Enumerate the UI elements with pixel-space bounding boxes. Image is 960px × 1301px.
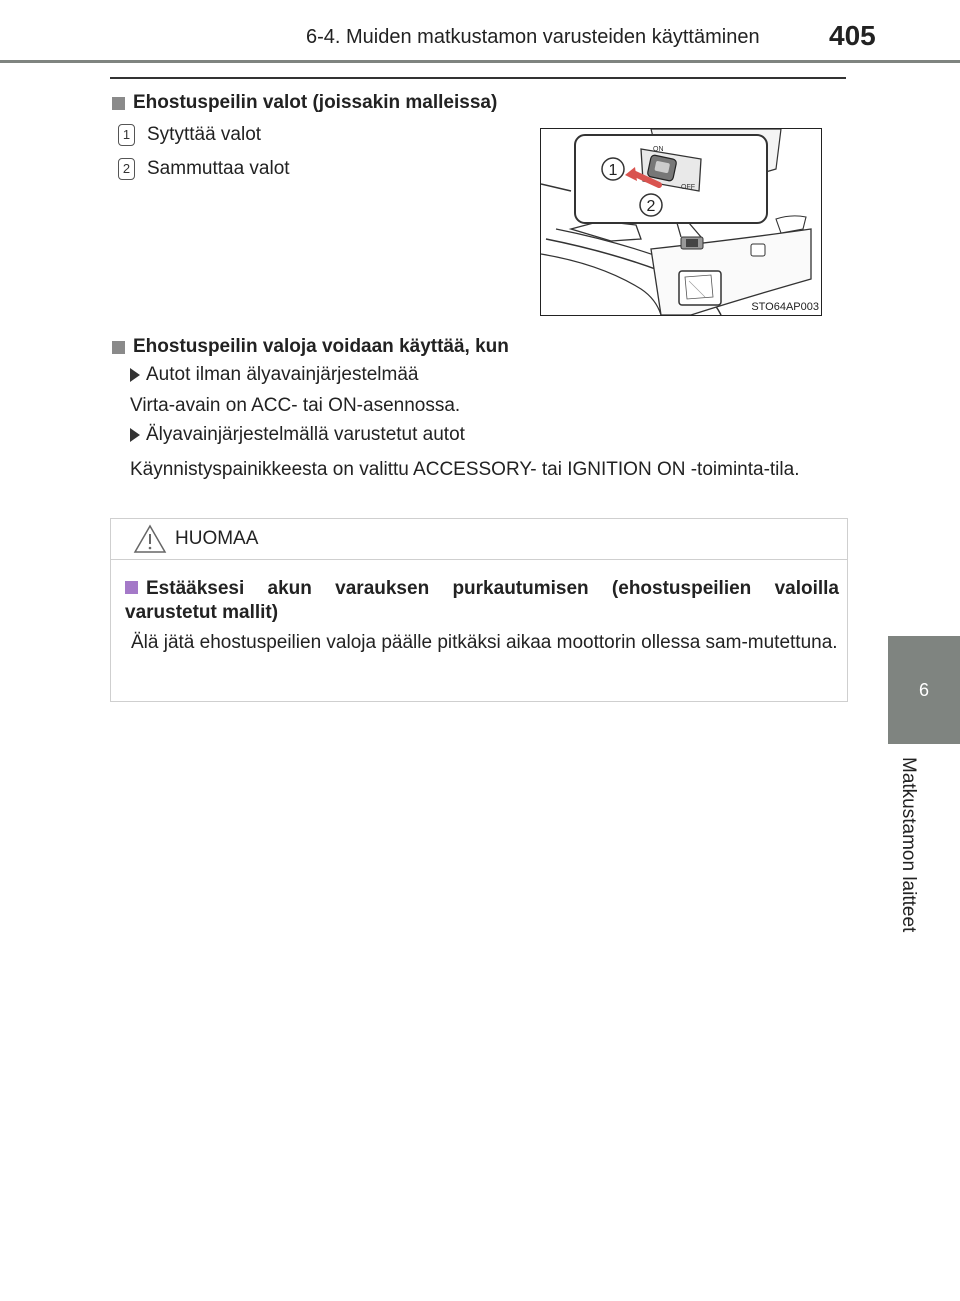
chapter-tab [888, 636, 960, 744]
section-heading-text: Ehostuspeilin valot (joissakin malleissa) [133, 92, 498, 113]
square-bullet-icon [112, 341, 125, 354]
sub-heading-text: Autot ilman älyavainjärjestelmää [146, 364, 419, 385]
section-heading-usage [112, 336, 509, 358]
square-bullet-icon [125, 581, 138, 594]
sub-heading [130, 364, 418, 386]
triangle-bullet-icon [130, 368, 140, 382]
page-number: 405 [829, 20, 876, 51]
list-item-text: Sammuttaa valot [147, 158, 290, 179]
chapter-number: 6 [918, 679, 929, 700]
number-badge: 2 [118, 158, 135, 180]
body-text: Virta-avain on ACC- tai ON-asennossa. [130, 395, 461, 416]
list-item [118, 158, 290, 180]
switch-on-label: ON [653, 146, 664, 153]
notice-header [111, 519, 847, 560]
notice-box [110, 518, 848, 702]
list-item [118, 124, 261, 146]
callout-1: 1 [608, 162, 618, 179]
section-heading-mirror-lights [112, 92, 497, 114]
list-item-text: Sytyttää valot [147, 124, 262, 145]
notice-heading-text: Estääksesi akun varauksen purkautumisen (ehostuspeilien valoilla varustetut mallit) [125, 578, 839, 623]
warning-icon [133, 524, 167, 554]
header-title: 6-4. Muiden matkustamon varusteiden käyttäminen [306, 26, 760, 48]
number-badge: 1 [118, 124, 135, 146]
switch-off-label: OFF [681, 184, 695, 191]
section-heading-text: Ehostuspeilin valoja voidaan käyttää, kun [133, 336, 509, 357]
callout-2: 2 [646, 198, 656, 215]
triangle-bullet-icon [130, 428, 140, 442]
square-bullet-icon [112, 97, 125, 110]
chapter-label: Matkustamon laitteet [898, 757, 919, 933]
sub-heading [130, 424, 465, 446]
body-text: Käynnistyspainikkeesta on valittu ACCESSORY- tai IGNITION ON -toiminta-tila. [130, 459, 800, 480]
vanity-light-drawing [541, 129, 821, 315]
header-band-rule [0, 60, 960, 63]
illustration-code: STO64AP003 [751, 301, 819, 313]
notice-heading [125, 577, 839, 625]
vanity-light-illustration [540, 128, 822, 316]
sub-heading-text: Älyavainjärjestelmällä varustetut autot [146, 424, 465, 445]
notice-title: HUOMAA [175, 528, 259, 549]
notice-body: Älä jätä ehostuspeilien valoja päälle pitkäksi aikaa moottorin ollessa sam-mutettuna. [131, 632, 838, 653]
header-divider [110, 77, 846, 79]
